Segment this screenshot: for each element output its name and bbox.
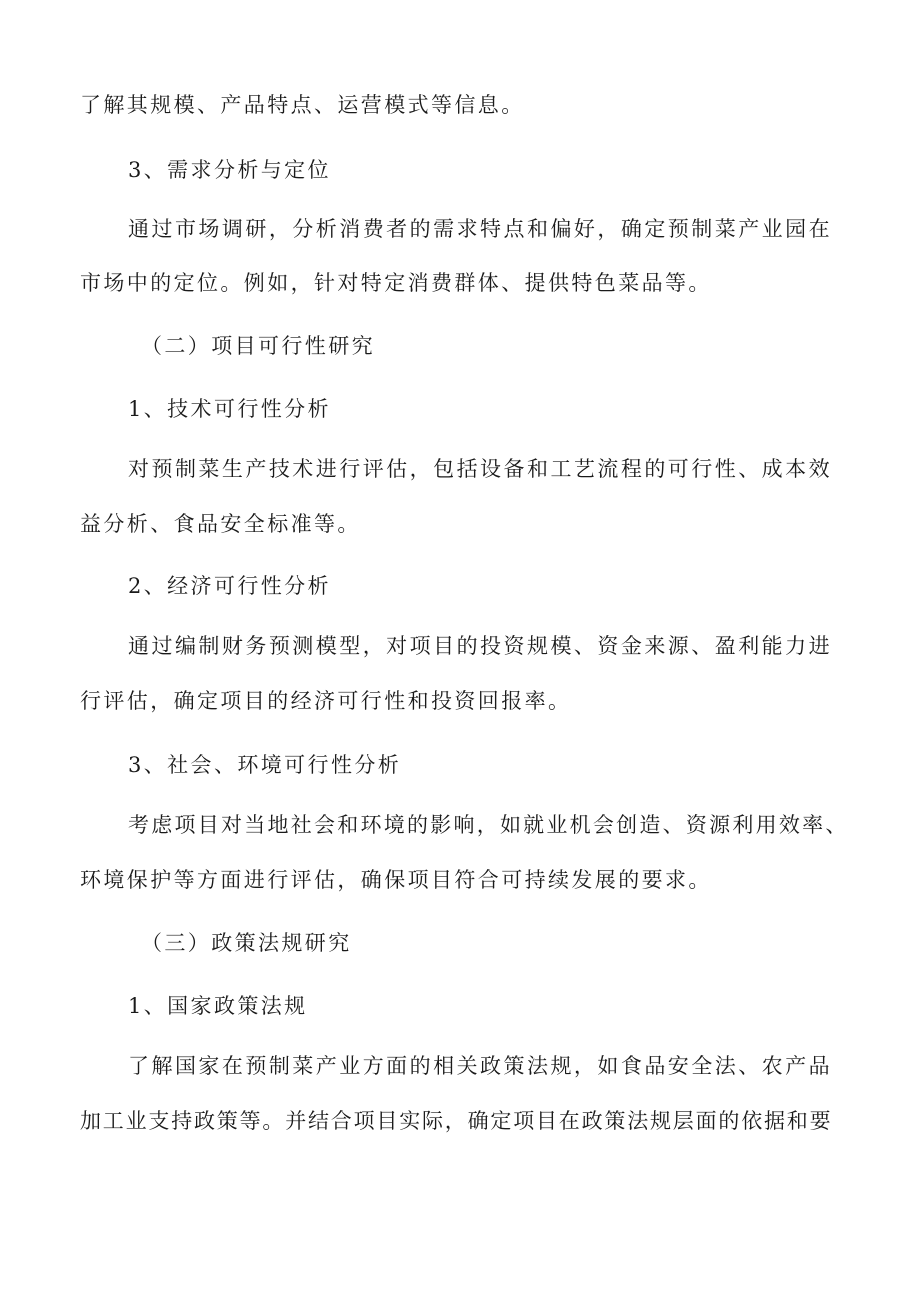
paragraph-line: 考虑项目对当地社会和环境的影响，如就业机会创造、资源利用效率、 bbox=[128, 813, 848, 837]
paragraph-line: 益分析、食品安全标准等。 bbox=[80, 512, 361, 536]
paragraph-line: 对预制菜生产技术进行评估，包括设备和工艺流程的可行性、成本效 bbox=[128, 457, 832, 481]
paragraph-line: 行评估，确定项目的经济可行性和投资回报率。 bbox=[80, 689, 572, 713]
section-heading: （三）政策法规研究 bbox=[141, 931, 352, 955]
paragraph-line: 环境保护等方面进行评估，确保项目符合可持续发展的要求。 bbox=[80, 868, 712, 892]
paragraph-line: 通过编制财务预测模型，对项目的投资规模、资金来源、盈利能力进 bbox=[128, 634, 832, 658]
subsection-heading: 1、国家政策法规 bbox=[128, 994, 308, 1018]
subsection-heading: 3、社会、环境可行性分析 bbox=[128, 753, 402, 777]
paragraph-line: 了解其规模、产品特点、运营模式等信息。 bbox=[80, 93, 525, 117]
subsection-heading: 3、需求分析与定位 bbox=[128, 158, 331, 182]
subsection-heading: 2、经济可行性分析 bbox=[128, 574, 331, 598]
subsection-heading: 1、技术可行性分析 bbox=[128, 397, 331, 421]
section-heading: （二）项目可行性研究 bbox=[141, 334, 375, 358]
paragraph-line: 加工业支持政策等。并结合项目实际，确定项目在政策法规层面的依据和要 bbox=[80, 1109, 832, 1133]
paragraph-line: 通过市场调研，分析消费者的需求特点和偏好，确定预制菜产业园在 bbox=[128, 217, 832, 241]
paragraph-line: 了解国家在预制菜产业方面的相关政策法规，如食品安全法、农产品 bbox=[128, 1054, 832, 1078]
paragraph-line: 市场中的定位。例如，针对特定消费群体、提供特色菜品等。 bbox=[80, 271, 712, 295]
